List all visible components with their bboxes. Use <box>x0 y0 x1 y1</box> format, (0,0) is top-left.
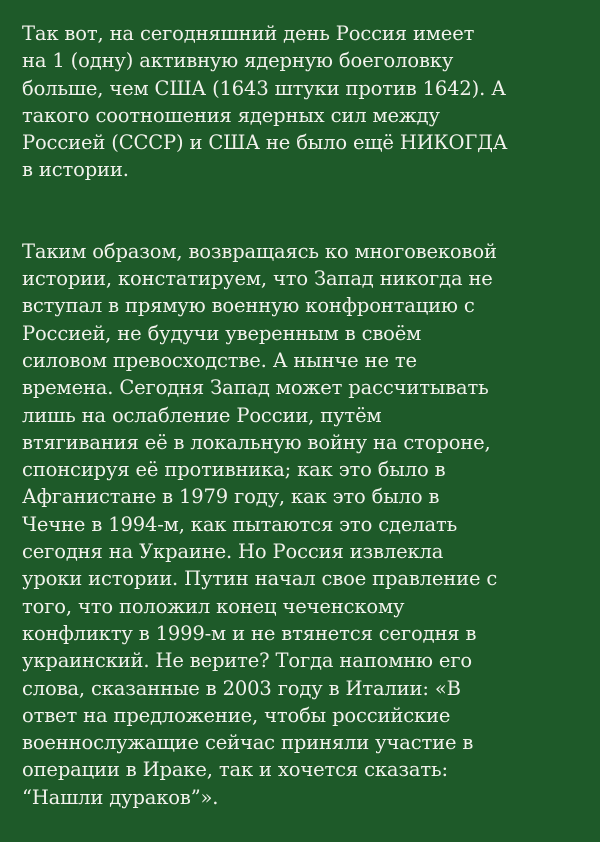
text-line: военнослужащие сейчас приняли участие в <box>22 731 474 755</box>
paragraph-nuclear-warheads <box>22 20 580 184</box>
text-line: уроки истории. Путин начал свое правление с <box>22 567 498 591</box>
text-line: украинский. Не верите? Тогда напомню его <box>22 649 472 673</box>
text-line: того, что положил конец чеченскому <box>22 594 405 618</box>
text-line: Россией (СССР) и США не было ещё НИКОГДА <box>22 131 508 155</box>
text-line: “Нашли дураков”». <box>22 785 219 809</box>
text-line: Так вот, на сегодняшний день Россия имеет <box>22 22 475 45</box>
text-line: ответ на предложение, чтобы российские <box>22 703 451 727</box>
text-line: слова, сказанные в 2003 году в Италии: «В <box>22 676 461 700</box>
text-line: на 1 (одну) активную ядерную боеголовку <box>22 49 454 73</box>
text-line: времена. Сегодня Запад может рассчитывать <box>22 376 489 400</box>
text-line: силовом превосходстве. А нынче не те <box>22 348 417 372</box>
text-line: спонсируя её противника; как это было в <box>22 458 446 482</box>
text-line: Таким образом, возвращаясь ко многовековой <box>22 239 497 263</box>
text-line: сегодня на Украине. Но Россия извлекла <box>22 540 444 564</box>
text-line: такого соотношения ядерных сил между <box>22 103 440 127</box>
paragraph-history-west <box>22 238 580 811</box>
text-line: в истории. <box>22 158 129 182</box>
text-line: Чечне в 1994-м, как пытаются это сделать <box>22 512 458 536</box>
text-line: больше, чем США (1643 штуки против 1642). А <box>22 76 506 100</box>
text-line: Россией, не будучи уверенным в своём <box>22 321 422 345</box>
text-line: конфликту в 1999-м и не втянется сегодня в <box>22 621 477 645</box>
text-line: истории, констатируем, что Запад никогда не <box>22 267 493 291</box>
text-line: вступал в прямую военную конфронтацию с <box>22 294 475 318</box>
paragraph-spacer <box>22 184 580 238</box>
text-line: Афганистане в 1979 году, как это было в <box>22 485 440 509</box>
text-line: операции в Ираке, так и хочется сказать: <box>22 758 448 782</box>
text-line: лишь на ослабление России, путём <box>22 403 382 427</box>
text-line: втягивания её в локальную войну на стороне, <box>22 430 491 454</box>
